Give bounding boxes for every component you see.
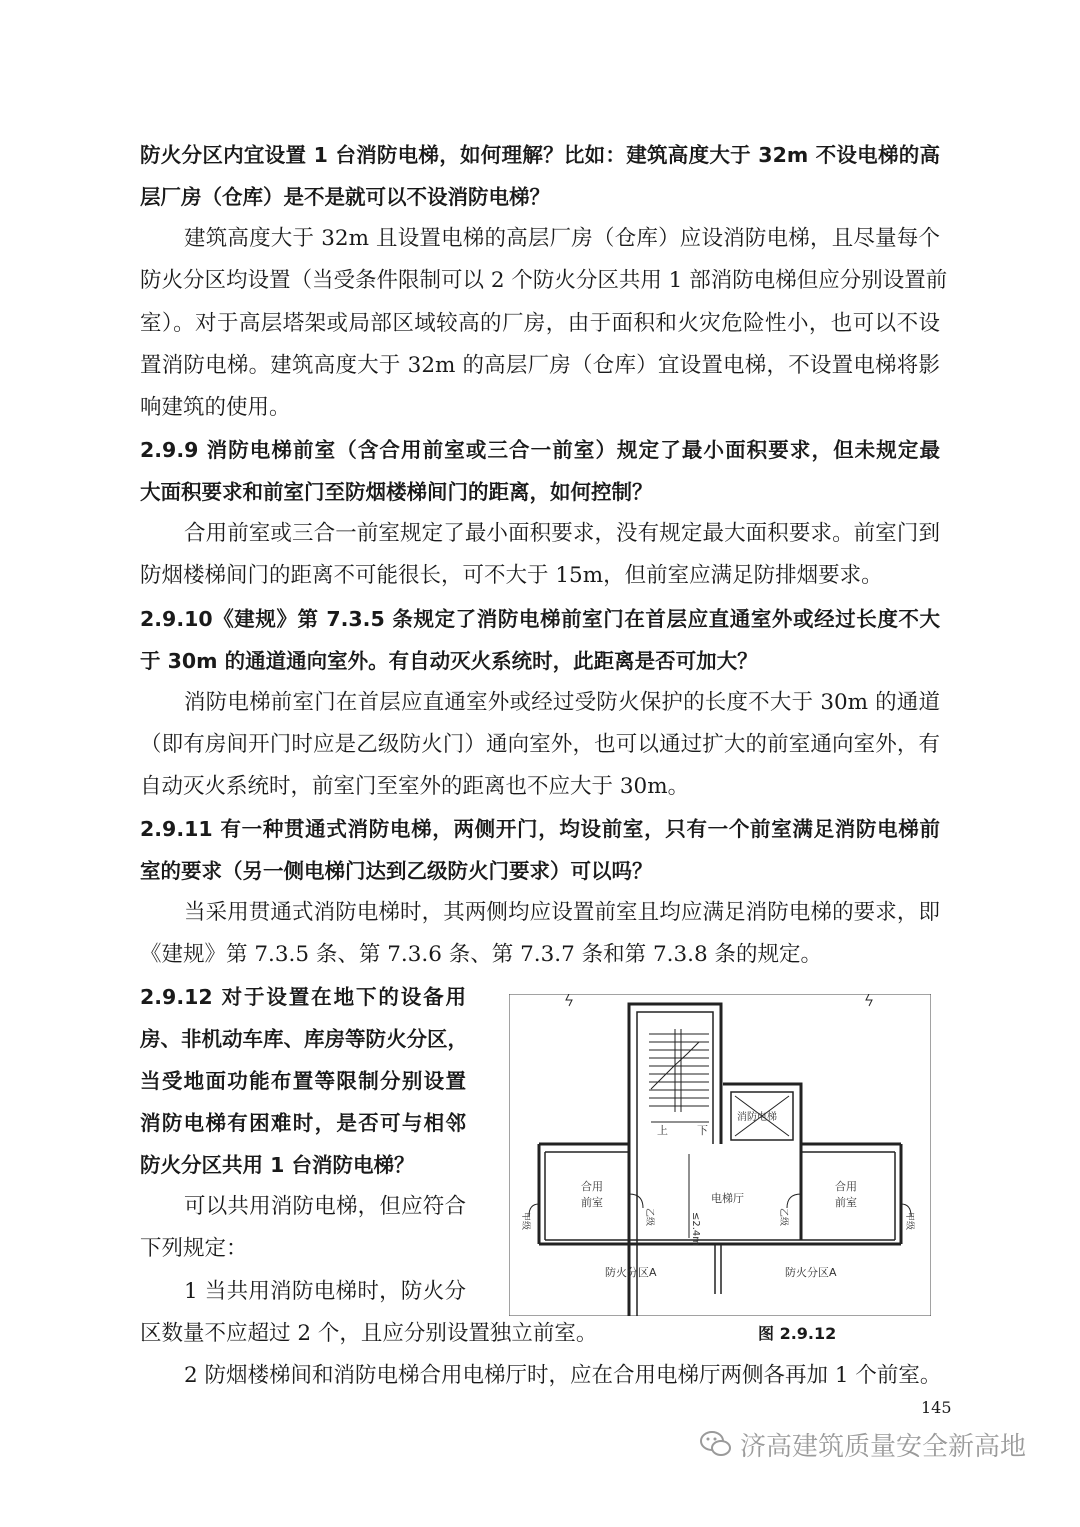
left-room-label-1: 合用 <box>581 1180 603 1193</box>
question-line: 防火分区共用 1 台消防电梯？ <box>140 1153 415 1177</box>
paragraph-line: 置消防电梯。建筑高度大于 32m 的高层厂房（仓库）宜设置电梯，不设置电梯将影 <box>140 353 940 378</box>
question-line: 当受地面功能布置等限制分别设置 <box>140 1069 466 1093</box>
floor-plan-figure <box>509 994 931 1316</box>
door-tag-inner-right: 乙级 <box>778 1208 788 1227</box>
door-tag-outer-right: 甲级 <box>904 1212 914 1231</box>
paragraph-line: （即有房间开门时应是乙级防火门）通向室外，也可以通过扩大的前室通向室外，有 <box>140 732 940 757</box>
right-room-label-2: 前室 <box>835 1196 857 1209</box>
stair-down-label: 下 <box>697 1124 708 1137</box>
zone-left-label: 防火分区A <box>605 1266 657 1279</box>
wechat-icon <box>700 1430 732 1458</box>
paragraph-line: 消防电梯前室门在首层应直通室外或经过受防火保护的长度不大于 30m 的通道 <box>184 690 940 715</box>
question-line: 大面积要求和前室门至防烟楼梯间门的距离，如何控制？ <box>140 480 653 504</box>
paragraph-line: 可以共用消防电梯，但应符合 <box>184 1194 466 1219</box>
question-line: 2.9.10《建规》第 7.3.5 条规定了消防电梯前室门在首层应直通室外或经过长度不大 <box>140 607 940 631</box>
door-tag-inner-left: 乙级 <box>644 1208 654 1227</box>
paragraph-line: 防烟楼梯间门的距离不可能很长，可不大于 15m，但前室应满足防排烟要求。 <box>140 563 883 588</box>
question-line: 房、非机动车库、库房等防火分区， <box>140 1027 468 1051</box>
paragraph-line: 合用前室或三合一前室规定了最小面积要求，没有规定最大面积要求。前室门到 <box>184 521 940 546</box>
question-line: 消防电梯有困难时，是否可与相邻 <box>140 1111 466 1135</box>
paragraph-line: 当采用贯通式消防电梯时，其两侧均应设置前室且均应满足消防电梯的要求，即 <box>184 900 940 925</box>
paragraph-line: 防火分区均设置（当受条件限制可以 2 个防火分区共用 1 部消防电梯但应分别设置前 <box>140 268 948 293</box>
left-room-label-2: 前室 <box>581 1196 603 1209</box>
paragraph-line: 自动灭火系统时，前室门至室外的距离也不应大于 30m。 <box>140 774 690 799</box>
zone-right-label: 防火分区A <box>785 1266 837 1279</box>
page-number: 145 <box>921 1398 952 1417</box>
question-line: 防火分区内宜设置 1 台消防电梯，如何理解？比如：建筑高度大于 32m 不设电梯的高 <box>140 143 940 167</box>
watermark <box>700 1424 1026 1464</box>
lobby-label: 电梯厅 <box>711 1192 744 1205</box>
question-line: 2.9.12 对于设置在地下的设备用 <box>140 985 466 1009</box>
question-line: 于 30m 的通道通向室外。有自动灭火系统时，此距离是否可加大？ <box>140 649 758 673</box>
question-line: 2.9.9 消防电梯前室（含合用前室或三合一前室）规定了最小面积要求，但未规定最 <box>140 438 940 462</box>
paragraph-line: 1 当共用消防电梯时，防火分 <box>184 1279 466 1304</box>
elevator-label: 消防电梯 <box>737 1112 777 1123</box>
watermark-text: 济高建筑质量安全新高地 <box>740 1431 1027 1462</box>
paragraph-line: 室）。对于高层塔架或局部区域较高的厂房，由于面积和火灾危险性小，也可以不设 <box>140 311 940 336</box>
question-line: 2.9.11 有一种贯通式消防电梯，两侧开门，均设前室，只有一个前室满足消防电梯前 <box>140 817 940 841</box>
paragraph-line: 响建筑的使用。 <box>140 395 291 420</box>
right-room-label-1: 合用 <box>835 1180 857 1193</box>
paragraph-line: 下列规定： <box>140 1236 248 1261</box>
paragraph-line: 2 防烟楼梯间和消防电梯合用电梯厅时，应在合用电梯厅两侧各再加 1 个前室。 <box>184 1363 942 1388</box>
question-line: 层厂房（仓库）是不是就可以不设消防电梯？ <box>140 185 550 209</box>
figure-caption: 图 2.9.12 <box>758 1324 837 1343</box>
paragraph-line: 区数量不应超过 2 个，且应分别设置独立前室。 <box>140 1321 598 1346</box>
paragraph-line: 《建规》第 7.3.5 条、第 7.3.6 条、第 7.3.7 条和第 7.3.8 条的规定。 <box>140 942 822 967</box>
stair-up-label: 上 <box>657 1124 668 1137</box>
door-tag-outer-left: 甲级 <box>520 1212 530 1231</box>
dimension-label: ≤2.4m <box>690 1212 701 1247</box>
question-line: 室的要求（另一侧电梯门达到乙级防火门要求）可以吗？ <box>140 859 653 883</box>
paragraph-line: 建筑高度大于 32m 且设置电梯的高层厂房（仓库）应设消防电梯，且尽量每个 <box>184 226 940 251</box>
